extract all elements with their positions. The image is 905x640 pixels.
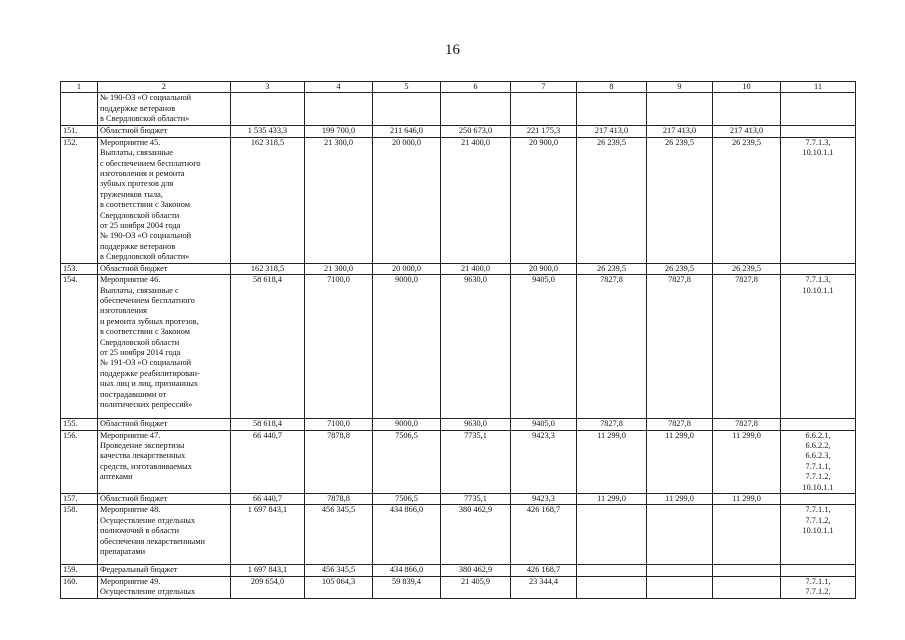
amount-cell: 426 168,7	[511, 505, 577, 565]
table-row	[61, 137, 856, 263]
target-indicator-cell: 7.7.1.1, 7.7.1.2, 10.10.1.1	[781, 505, 856, 565]
amount-cell: 7827,8	[577, 419, 647, 430]
table-row	[61, 93, 856, 126]
amount-cell	[713, 565, 781, 576]
amount-cell: 7735,1	[441, 430, 511, 493]
amount-cell: 26 239,5	[713, 263, 781, 274]
item-description-cell: Федеральный бюджет	[98, 565, 231, 576]
amount-cell: 26 239,5	[713, 137, 781, 263]
amount-cell: 26 239,5	[647, 263, 713, 274]
column-number-cell: 3	[231, 82, 305, 93]
column-number-cell: 5	[373, 82, 441, 93]
target-indicator-cell	[781, 565, 856, 576]
amount-cell	[577, 505, 647, 565]
column-number-cell: 8	[577, 82, 647, 93]
amount-cell: 11 299,0	[713, 430, 781, 493]
amount-cell: 7827,8	[647, 419, 713, 430]
column-number-cell: 11	[781, 82, 856, 93]
amount-cell: 7735,1	[441, 493, 511, 504]
amount-cell: 26 239,5	[647, 137, 713, 263]
table-row	[61, 126, 856, 137]
item-description-cell: Мероприятие 48. Осуществление отдельных полномочий в области обеспечения лекарственными препаратами	[98, 505, 231, 565]
amount-cell: 7100,0	[305, 419, 373, 430]
item-description-cell: Областной бюджет	[98, 263, 231, 274]
table-row	[61, 430, 856, 493]
amount-cell: 20 000,0	[373, 263, 441, 274]
amount-cell: 7827,8	[713, 275, 781, 419]
amount-cell: 199 700,0	[305, 126, 373, 137]
amount-cell	[713, 576, 781, 598]
target-indicator-cell	[781, 419, 856, 430]
amount-cell	[647, 93, 713, 126]
amount-cell: 11 299,0	[647, 493, 713, 504]
row-number-cell: 152.	[61, 137, 98, 263]
amount-cell: 26 239,5	[577, 263, 647, 274]
amount-cell: 21 400,0	[441, 263, 511, 274]
column-number-cell: 4	[305, 82, 373, 93]
table-row	[61, 565, 856, 576]
amount-cell: 434 866,0	[373, 505, 441, 565]
item-description-cell: Областной бюджет	[98, 493, 231, 504]
column-number-cell: 10	[713, 82, 781, 93]
amount-cell: 1 697 843,1	[231, 505, 305, 565]
amount-cell	[511, 93, 577, 126]
amount-cell: 380 462,9	[441, 505, 511, 565]
amount-cell: 9000,0	[373, 275, 441, 419]
amount-cell: 7100,0	[305, 275, 373, 419]
row-number-cell: 151.	[61, 126, 98, 137]
amount-cell: 23 344,4	[511, 576, 577, 598]
target-indicator-cell	[781, 263, 856, 274]
amount-cell	[713, 505, 781, 565]
target-indicator-cell: 7.7.1.1, 7.7.1.2,	[781, 576, 856, 598]
column-number-cell: 1	[61, 82, 98, 93]
amount-cell: 217 413,0	[713, 126, 781, 137]
amount-cell: 9630,0	[441, 419, 511, 430]
amount-cell: 1 535 433,3	[231, 126, 305, 137]
budget-table	[60, 81, 856, 599]
table-row	[61, 419, 856, 430]
amount-cell: 9423,3	[511, 493, 577, 504]
item-description-cell: Мероприятие 46. Выплаты, связанные с обеспечением бесплатного изготовления и ремонта зубных протезов, в соответствии с Законом Свердловской области от 25 ноября 2014 года № 191-ОЗ «О социальной поддержке реабилитирован- ных лиц и лиц, признанных пострадавшими от политических репрессий»	[98, 275, 231, 419]
amount-cell: 7506,5	[373, 493, 441, 504]
amount-cell	[713, 93, 781, 126]
table-row	[61, 275, 856, 419]
column-number-cell: 2	[98, 82, 231, 93]
amount-cell: 21 405,9	[441, 576, 511, 598]
amount-cell: 1 697 843,1	[231, 565, 305, 576]
amount-cell	[647, 576, 713, 598]
amount-cell: 380 462,9	[441, 565, 511, 576]
amount-cell: 9423,3	[511, 430, 577, 493]
amount-cell	[647, 565, 713, 576]
target-indicator-cell: 6.6.2.1, 6.6.2.2, 6.6.2.3, 7.7.1.1, 7.7.1.2, 10.10.1.1	[781, 430, 856, 493]
amount-cell: 7827,8	[647, 275, 713, 419]
row-number-cell: 159.	[61, 565, 98, 576]
amount-cell: 426 168,7	[511, 565, 577, 576]
amount-cell: 7878,8	[305, 493, 373, 504]
amount-cell: 211 646,0	[373, 126, 441, 137]
amount-cell: 162 318,5	[231, 137, 305, 263]
amount-cell: 434 866,0	[373, 565, 441, 576]
item-description-cell: Мероприятие 47. Проведение экспертизы качества лекарственных средств, изготавливаемых аптеками	[98, 430, 231, 493]
target-indicator-cell	[781, 493, 856, 504]
amount-cell: 221 175,3	[511, 126, 577, 137]
amount-cell: 7878,8	[305, 430, 373, 493]
amount-cell: 21 400,0	[441, 137, 511, 263]
amount-cell: 7827,8	[577, 275, 647, 419]
amount-cell: 250 673,0	[441, 126, 511, 137]
amount-cell: 11 299,0	[647, 430, 713, 493]
table-row	[61, 263, 856, 274]
row-number-cell: 160.	[61, 576, 98, 598]
row-number-cell: 158.	[61, 505, 98, 565]
amount-cell: 217 413,0	[577, 126, 647, 137]
row-number-cell: 156.	[61, 430, 98, 493]
amount-cell	[577, 576, 647, 598]
item-description-cell: Мероприятие 49. Осуществление отдельных	[98, 576, 231, 598]
amount-cell: 162 318,5	[231, 263, 305, 274]
amount-cell: 105 064,3	[305, 576, 373, 598]
amount-cell: 20 900,0	[511, 137, 577, 263]
amount-cell: 21 300,0	[305, 137, 373, 263]
amount-cell: 20 900,0	[511, 263, 577, 274]
item-description-cell: Мероприятие 45. Выплаты, связанные с обеспечением бесплатного изготовления и ремонта зубных протезов для тружеников тыла, в соответствии с Законом Свердловской области от 25 ноября 2004 года № 190-ОЗ «О социальной поддержке ветеранов в Свердловской области»	[98, 137, 231, 263]
amount-cell: 58 618,4	[231, 275, 305, 419]
amount-cell: 217 413,0	[647, 126, 713, 137]
amount-cell	[577, 565, 647, 576]
item-description-cell: Областной бюджет	[98, 126, 231, 137]
amount-cell	[647, 505, 713, 565]
amount-cell: 7827,8	[713, 419, 781, 430]
amount-cell: 456 345,5	[305, 505, 373, 565]
amount-cell	[577, 93, 647, 126]
row-number-cell: 155.	[61, 419, 98, 430]
amount-cell: 26 239,5	[577, 137, 647, 263]
column-number-cell: 9	[647, 82, 713, 93]
target-indicator-cell	[781, 93, 856, 126]
column-number-cell: 7	[511, 82, 577, 93]
item-description-cell: № 190-ОЗ «О социальной поддержке ветеранов в Свердловской области»	[98, 93, 231, 126]
row-number-cell	[61, 93, 98, 126]
amount-cell: 9405,0	[511, 419, 577, 430]
target-indicator-cell: 7.7.1.3, 10.10.1.1	[781, 275, 856, 419]
amount-cell	[231, 93, 305, 126]
amount-cell: 11 299,0	[713, 493, 781, 504]
amount-cell: 9000,0	[373, 419, 441, 430]
amount-cell: 66 440,7	[231, 430, 305, 493]
amount-cell: 59 839,4	[373, 576, 441, 598]
amount-cell: 9405,0	[511, 275, 577, 419]
table-row	[61, 576, 856, 598]
amount-cell: 11 299,0	[577, 493, 647, 504]
table-row	[61, 505, 856, 565]
column-number-cell: 6	[441, 82, 511, 93]
amount-cell: 66 440,7	[231, 493, 305, 504]
amount-cell: 7506,5	[373, 430, 441, 493]
row-number-cell: 154.	[61, 275, 98, 419]
amount-cell	[441, 93, 511, 126]
item-description-cell: Областной бюджет	[98, 419, 231, 430]
amount-cell: 9630,0	[441, 275, 511, 419]
amount-cell: 209 654,0	[231, 576, 305, 598]
amount-cell	[373, 93, 441, 126]
table-row	[61, 493, 856, 504]
amount-cell: 11 299,0	[577, 430, 647, 493]
target-indicator-cell: 7.7.1.3, 10.10.1.1	[781, 137, 856, 263]
amount-cell: 21 300,0	[305, 263, 373, 274]
amount-cell	[305, 93, 373, 126]
amount-cell: 20 000,0	[373, 137, 441, 263]
amount-cell: 58 618,4	[231, 419, 305, 430]
column-number-row	[61, 82, 856, 93]
row-number-cell: 157.	[61, 493, 98, 504]
row-number-cell: 153.	[61, 263, 98, 274]
amount-cell: 456 345,5	[305, 565, 373, 576]
page-number: 16	[445, 42, 460, 58]
target-indicator-cell	[781, 126, 856, 137]
